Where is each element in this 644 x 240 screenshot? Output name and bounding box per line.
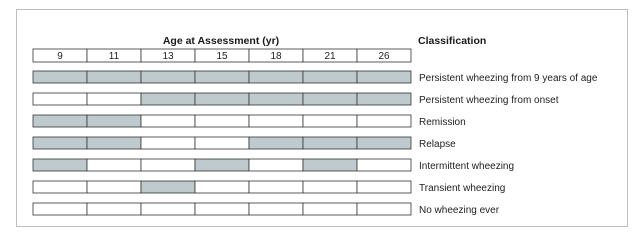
wheezing-cell-filled [33, 137, 87, 149]
wheezing-cell-empty [195, 181, 249, 193]
wheezing-cell-filled [303, 137, 357, 149]
wheezing-cell-empty [249, 115, 303, 127]
wheezing-cell-empty [249, 203, 303, 215]
wheezing-cell-empty [141, 203, 195, 215]
wheezing-cell-empty [195, 203, 249, 215]
wheezing-cell-empty [87, 159, 141, 171]
wheezing-cell-empty [303, 203, 357, 215]
wheezing-cell-empty [33, 203, 87, 215]
wheezing-cell-filled [357, 93, 411, 105]
classification-row [33, 137, 456, 150]
classification-label: No wheezing ever [419, 205, 500, 216]
classification-label: Intermittent wheezing [419, 161, 515, 172]
wheezing-cell-empty [195, 137, 249, 149]
wheezing-cell-empty [87, 181, 141, 193]
figure-frame [16, 9, 628, 227]
age-tick-label: 13 [162, 51, 174, 62]
wheezing-cell-empty [141, 137, 195, 149]
wheezing-cell-filled [33, 159, 87, 171]
wheezing-cell-filled [195, 159, 249, 171]
wheezing-cell-empty [141, 115, 195, 127]
age-tick-label: 11 [108, 51, 120, 62]
wheezing-cell-filled [357, 71, 411, 83]
classification-row [33, 93, 559, 106]
classification-row [33, 203, 500, 216]
wheezing-cell-empty [33, 181, 87, 193]
age-tick-label: 9 [57, 51, 63, 62]
wheezing-cell-empty [357, 203, 411, 215]
age-tick-label: 15 [216, 51, 228, 62]
wheezing-cell-filled [141, 181, 195, 193]
wheezing-cell-empty [195, 115, 249, 127]
wheezing-cell-empty [303, 115, 357, 127]
classification-label: Persistent wheezing from 9 years of age [419, 73, 598, 84]
wheezing-cell-empty [249, 159, 303, 171]
classification-label: Persistent wheezing from onset [419, 95, 559, 106]
wheezing-cell-empty [303, 181, 357, 193]
wheezing-classification-diagram [17, 10, 629, 228]
wheezing-cell-empty [357, 115, 411, 127]
wheezing-cell-filled [303, 71, 357, 83]
wheezing-cell-filled [195, 93, 249, 105]
classification-row [33, 115, 466, 128]
wheezing-cell-filled [303, 93, 357, 105]
age-tick-label: 18 [270, 51, 282, 62]
wheezing-cell-empty [357, 181, 411, 193]
wheezing-cell-filled [141, 93, 195, 105]
wheezing-cell-filled [249, 71, 303, 83]
age-tick-label: 21 [324, 51, 336, 62]
wheezing-cell-filled [357, 137, 411, 149]
wheezing-cell-empty [87, 93, 141, 105]
classification-row [33, 181, 505, 194]
age-tick-label: 26 [378, 51, 390, 62]
wheezing-cell-empty [357, 159, 411, 171]
classification-title: Classification [418, 35, 487, 47]
wheezing-cell-empty [249, 181, 303, 193]
wheezing-cell-filled [87, 115, 141, 127]
wheezing-cell-empty [87, 203, 141, 215]
wheezing-cell-filled [87, 71, 141, 83]
wheezing-cell-filled [249, 137, 303, 149]
wheezing-cell-filled [33, 115, 87, 127]
classification-label: Relapse [419, 139, 456, 150]
classification-row [33, 71, 598, 84]
wheezing-cell-filled [303, 159, 357, 171]
wheezing-cell-filled [141, 71, 195, 83]
classification-row [33, 159, 514, 172]
classification-label: Remission [419, 117, 466, 128]
wheezing-cell-filled [195, 71, 249, 83]
wheezing-cell-filled [33, 71, 87, 83]
wheezing-cell-empty [33, 93, 87, 105]
age-axis-title: Age at Assessment (yr) [162, 35, 280, 47]
wheezing-cell-filled [87, 137, 141, 149]
wheezing-cell-filled [249, 93, 303, 105]
wheezing-cell-empty [141, 159, 195, 171]
classification-label: Transient wheezing [419, 183, 506, 194]
